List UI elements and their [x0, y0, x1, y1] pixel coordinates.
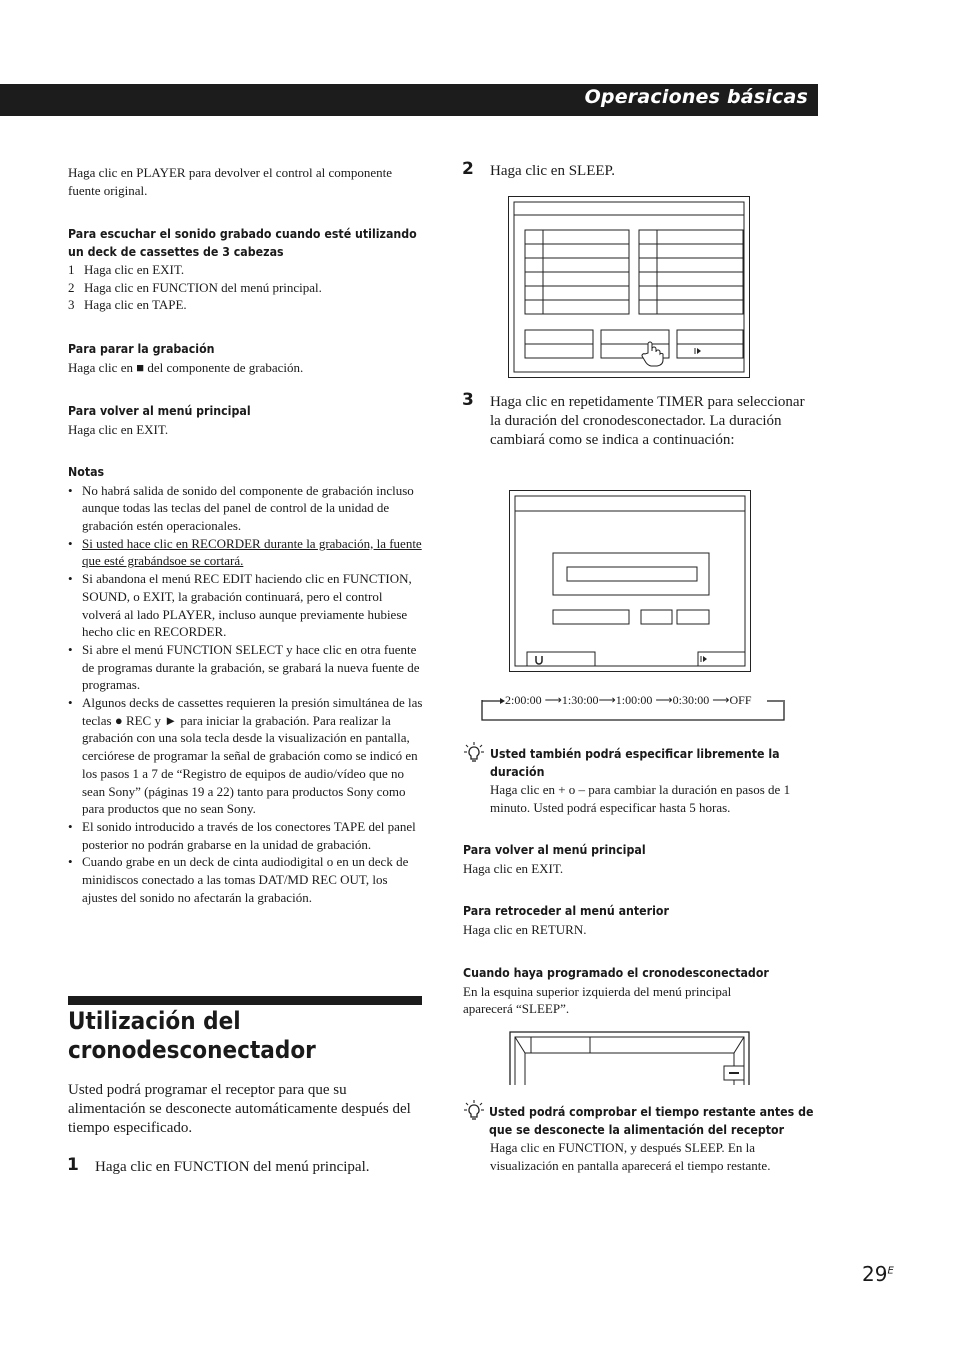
list-item: • Si abandona el menú REC EDIT haciendo clic en FUNCTION, SOUND, o EXIT, la grabación continuará, pero el control volverá al lado PLAYER, incluso aunque previamente hubiese hecho clic en RECORDER.: [68, 570, 423, 641]
programmed-title: Cuando haya programado el cronodesconectador: [463, 966, 769, 980]
list-item: 1 Haga clic en EXIT.: [68, 262, 185, 278]
tip-2-title-2: que se desconecte la alimentación del receptor: [489, 1122, 785, 1137]
cycle-value: 0:30:00: [672, 693, 710, 707]
programmed-section: [463, 965, 783, 1018]
section-title: Utilización del cronodesconectador: [68, 1007, 316, 1064]
arrow-icon: ⟶: [598, 693, 616, 707]
list-item: • No habrá salida de sonido del componente de grabación incluso aunque todas las teclas del panel de control de la unidad de grabación estén operacionales.: [68, 482, 423, 535]
timer-cycle: [480, 690, 790, 724]
step-2-number: 2: [462, 159, 474, 179]
tip-1-text: Haga clic en + o – para cambiar la duración en pasos de 1 minuto. Usted podrá especificar hasta 5 horas.: [490, 782, 791, 815]
stop-section: [68, 341, 423, 376]
tip-1-title-1: Usted también podrá especificar libremente la: [490, 747, 780, 761]
back-text: Haga clic en EXIT.: [68, 421, 169, 437]
tip-2-text: Haga clic en FUNCTION, y después SLEEP. En la visualización en pantalla aparecerá el tiempo restante.: [490, 1140, 771, 1173]
cycle-values: [505, 693, 752, 708]
step-2-text: Haga clic en SLEEP.: [490, 163, 615, 179]
three-head-steps: [68, 261, 428, 314]
tip-1-title-2: duración: [490, 764, 545, 779]
section-rule: [68, 996, 422, 1005]
page-number: $29^E$: [862, 1262, 894, 1286]
list-item: • Cuando grabe en un deck de cinta audiodigital o en un deck de minidiscos conectado a las tomas DAT/MD REC OUT, los ajustes del sonido no afectarán la grabación.: [68, 853, 423, 906]
step-3-number: 3: [462, 390, 474, 410]
tip-2: [489, 1104, 829, 1174]
list-item: • El sonido introducido a través de los conectores TAPE del panel posterior no podrán grabarse en la unidad de grabación.: [68, 818, 423, 853]
step-1-text: Haga clic en FUNCTION del menú principal.: [95, 1159, 370, 1175]
back-section: [68, 403, 423, 438]
three-head-title-1: Para escuchar el sonido grabado cuando esté utilizando: [68, 227, 417, 241]
stop-symbol-icon: ■: [136, 359, 145, 375]
list-item: • Si usted hace clic en RECORDER durante la grabación, la fuente que esté grabándsoe se cortará.: [68, 535, 423, 570]
list-item: 3 Haga clic en TAPE.: [68, 297, 187, 313]
left-column: [68, 164, 423, 199]
step-1-number: 1: [67, 1155, 79, 1175]
list-item: • Algunos decks de cassettes requieren la presión simultánea de las teclas ● REC y ► para iniciar la grabación. Para realizar la grabación con una sola tecla desde la visualización en pantalla, cerciórese de programar la señal de grabación como se indicó en los pasos 1 a 7 de “Registro de equipos de audio/vídeo que no sean Sony” (páginas 19 a 22) tanto para productos Sony como para productos que no sean Sony.: [68, 694, 423, 818]
back-main-section: [463, 842, 818, 877]
list-item: 2 Haga clic en FUNCTION del menú principal.: [68, 279, 322, 295]
back-prev-section: [463, 903, 818, 938]
stop-text: Haga clic en ■ del componente de grabación.: [68, 359, 304, 375]
function-menu-diagram: [508, 196, 750, 378]
main-menu-corner-illustration: [509, 1031, 750, 1085]
tip-1: [490, 746, 820, 816]
three-head-section: [68, 226, 428, 314]
lightbulb-tip-icon: [464, 742, 484, 764]
tip-2-title-1: Usted podrá comprobar el tiempo restante antes de: [489, 1105, 814, 1119]
back-prev-text: Haga clic en RETURN.: [463, 921, 587, 937]
notes-section: [68, 464, 423, 906]
section-header-title: Operaciones básicas: [584, 86, 808, 108]
cycle-value: 1:30:00: [561, 693, 599, 707]
cycle-value: 2:00:00: [505, 693, 542, 707]
back-title: Para volver al menú principal: [68, 404, 251, 418]
main-menu-corner-diagram: [509, 1031, 750, 1085]
cycle-value: OFF: [729, 693, 752, 707]
section-intro: Usted podrá programar el receptor para que su alimentación se desconecte automáticamente después del tiempo especificado.: [68, 1082, 411, 1136]
arrow-icon: ⟶: [709, 693, 730, 707]
notes-list: [68, 482, 423, 907]
notes-title: Notas: [68, 465, 105, 479]
back-prev-title: Para retroceder al menú anterior: [463, 904, 669, 918]
back-main-text: Haga clic en EXIT.: [463, 860, 564, 876]
lightbulb-tip-icon: [464, 1100, 484, 1122]
section-header-bar: [0, 84, 818, 116]
back-main-title: Para volver al menú principal: [463, 843, 646, 857]
function-menu-illustration: [509, 197, 749, 377]
list-item: • Si abre el menú FUNCTION SELECT y hace clic en otra fuente de programas durante la grabación, se grabará la nueva fuente de programas.: [68, 641, 423, 694]
intro-text: Haga clic en PLAYER para devolver el control al componente fuente original.: [68, 165, 393, 198]
arrow-icon: ⟶: [541, 693, 562, 707]
cycle-value: 1:00:00: [615, 693, 653, 707]
arrow-icon: ⟶: [652, 693, 673, 707]
stop-title: Para parar la grabación: [68, 342, 215, 356]
step-3-text: Haga clic en repetidamente TIMER para seleccionar la duración del cronodesconectador. La duración cambiará como se indica a continuación:: [490, 394, 805, 448]
sleep-menu-diagram: [509, 490, 751, 672]
sleep-menu-illustration: [510, 491, 750, 671]
three-head-title-2: un deck de cassettes de 3 cabezas: [68, 244, 284, 259]
programmed-text: En la esquina superior izquierda del menú principal aparecerá “SLEEP”.: [463, 983, 732, 1017]
